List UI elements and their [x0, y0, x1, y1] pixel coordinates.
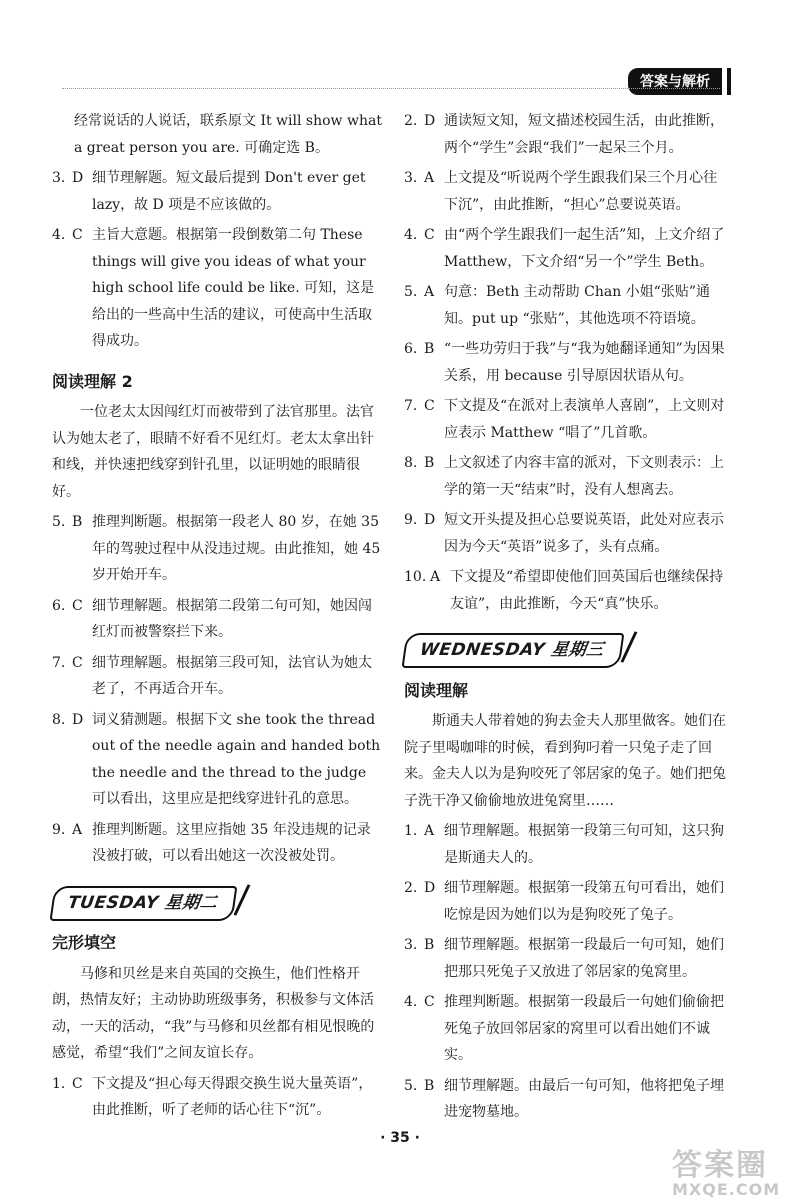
question-number: 5.	[52, 514, 66, 530]
explanation-text: 细节理解题。根据第一段最后一句可知，她们把那只死兔子又放进了邻居家的兔窝里。	[444, 937, 724, 980]
question-number: 4.	[52, 227, 66, 243]
passage-summary: 一位老太太因闯红灯而被带到了法官那里。法官认为她太老了，眼睛不好看不见红灯。老太太拿出针和线，并快速把线穿到针孔里，以证明她的眼睛很好。	[52, 404, 374, 500]
answer-list	[52, 509, 382, 870]
question-number: 1.	[404, 823, 418, 839]
answer-item	[404, 932, 728, 985]
banner-slash	[234, 884, 251, 915]
answer-list	[52, 1071, 382, 1124]
question-number: 6.	[404, 341, 418, 357]
answer-letter: B	[424, 341, 435, 357]
question-number: 3.	[404, 937, 418, 953]
section-title: 阅读理解	[404, 680, 469, 700]
day-banner-tuesday	[50, 886, 238, 921]
answer-letter: D	[72, 711, 84, 728]
answer-item	[404, 336, 728, 389]
answer-item	[52, 593, 382, 646]
question-number: 10.	[404, 569, 427, 585]
answer-letter: D	[424, 880, 436, 896]
question-number: 9.	[404, 512, 418, 528]
question-number: 4.	[404, 227, 418, 243]
answer-letter: B	[424, 455, 435, 471]
question-number: 5.	[404, 284, 418, 300]
header-rule	[62, 88, 720, 89]
explanation-text: 推理判断题。根据第一段老人 80 岁，在她 35 年的驾驶过程中从没违过规。由此推知，她 45 岁开始开车。	[92, 514, 381, 583]
answer-item	[52, 222, 382, 355]
question-number: 2.	[404, 113, 418, 129]
explanation-text: 由“两个学生跟我们一起生活”知，上文介绍了 Matthew，下文介绍“另一个”学生 Beth。	[444, 227, 725, 270]
answer-letter: B	[424, 937, 435, 953]
question-number: 7.	[52, 654, 66, 671]
watermark-logo	[672, 1140, 792, 1199]
answer-item	[404, 564, 728, 617]
explanation-text: 细节理解题。短文最后提到 Don't ever get lazy，故 D 项是不应该做的。	[92, 170, 366, 213]
watermark-text: 答案圈	[672, 1148, 768, 1183]
explanation-text: 细节理解题。根据第三段可知，法官认为她太老了，不再适合开车。	[92, 654, 372, 697]
answer-item	[52, 165, 382, 218]
answer-item	[404, 393, 728, 446]
banner-slash	[620, 631, 637, 662]
explanation-text: 句意：Beth 主动帮助 Chan 小姐“张贴”通知。put up “张贴”，其他选项不符语境。	[444, 284, 710, 327]
answer-letter: C	[424, 398, 435, 414]
answer-item	[404, 279, 728, 332]
question-number: 7.	[404, 398, 418, 414]
answer-item	[52, 817, 382, 870]
answer-item	[404, 222, 728, 275]
answer-letter: C	[72, 654, 83, 671]
question-number: 6.	[52, 597, 66, 614]
answer-item	[404, 108, 728, 161]
answer-letter: A	[424, 170, 435, 186]
explanation-text: 下文提及“担心每天得跟交换生说大量英语”，由此推断，听了老师的话心往下“沉”。	[92, 1075, 373, 1118]
question-number: 4.	[404, 994, 418, 1010]
answer-item	[404, 165, 728, 218]
answer-letter: A	[72, 821, 83, 838]
answer-list	[404, 108, 728, 617]
answer-item	[52, 509, 382, 589]
answer-letter: A	[424, 823, 435, 839]
answer-letter: C	[72, 1075, 83, 1092]
question-number: 2.	[404, 880, 418, 896]
answer-letter: D	[424, 113, 436, 129]
left-column	[52, 108, 382, 1128]
explanation-text: 短文开头提及担心总要说英语，此处对应表示因为今天“英语”说多了，头有点痛。	[444, 512, 724, 555]
question-number: 8.	[404, 455, 418, 471]
answer-list	[52, 165, 382, 355]
question-number: 8.	[52, 711, 66, 728]
question-number: 9.	[52, 821, 66, 838]
watermark-url: MXQE.COM	[672, 1180, 781, 1199]
answer-letter: B	[424, 1077, 435, 1094]
day-banner-wednesday	[402, 633, 624, 668]
question-number: 3.	[404, 170, 418, 186]
answer-letter: D	[424, 512, 436, 528]
answer-item	[52, 707, 382, 813]
explanation-text: 主旨大意题。根据第一段倒数第二句 These things will give you ideas of what your high school life could be like. 可知，这是给出的一些高中生活的建议，可使高中生活取得成功。	[92, 227, 375, 349]
explanation-text: 词义猜测题。根据下文 she took the thread out of the needle again and handed both the needle and the thread to the judge 可以看出，这里应是把线穿进针孔的意思。	[92, 711, 381, 807]
answer-item	[52, 1071, 382, 1124]
right-column	[404, 108, 728, 1130]
explanation-text: 下文提及“希望即使他们回英国后也继续保持友谊”，由此推断，今天“真”快乐。	[450, 569, 724, 612]
answer-item	[404, 1073, 728, 1126]
answer-letter: A	[424, 284, 435, 300]
answer-item	[52, 650, 382, 703]
answer-letter: B	[72, 514, 83, 530]
continued-text: 经常说话的人说话，联系原文 It will show what a great person you are. 可确定选 B。	[74, 113, 382, 156]
answer-letter: C	[424, 994, 435, 1010]
answer-item	[404, 507, 728, 560]
answer-letter: C	[72, 597, 83, 614]
explanation-text: 上文提及“听说两个学生跟我们呆三个月心往下沉”，由此推断，“担心”总要说英语。	[444, 170, 718, 213]
answer-list	[404, 818, 728, 1126]
answer-letter: D	[72, 170, 84, 186]
explanation-text: 上文叙述了内容丰富的派对，下文则表示：上学的第一天“结束”时，没有人想离去。	[444, 455, 724, 498]
explanation-text: 细节理解题。由最后一句可知，他将把兔子埋进宠物墓地。	[444, 1077, 724, 1120]
answer-item	[404, 989, 728, 1069]
explanation-text: 推理判断题。根据第一段最后一句她们偷偷把死兔子放回邻居家的窝里可以看出她们不诚实。	[444, 994, 724, 1063]
answer-letter: C	[424, 227, 435, 243]
explanation-text: 细节理解题。根据第一段第五句可看出，她们吃惊是因为她们以为是狗咬死了兔子。	[444, 880, 724, 923]
passage-summary: 马修和贝丝是来自英国的交换生，他们性格开朗，热情友好；主动协助班级事务，积极参与文体活动，一天的活动，“我”与马修和贝丝都有相见恨晚的感觉，希望“我们”之间友谊长存。	[52, 965, 375, 1061]
page-number: · 35 ·	[380, 1130, 420, 1146]
day-banner-label: WEDNESDAY 星期三	[418, 640, 606, 660]
explanation-text: 推理判断题。这里应指她 35 年没违规的记录没被打破，可以看出她这一次没被处罚。	[92, 821, 371, 864]
explanation-text: 下文提及“在派对上表演单人喜剧”，上文则对应表示 Matthew “唱了”几首歌。	[444, 398, 725, 441]
explanation-text: 细节理解题。根据第一段第三句可知，这只狗是斯通夫人的。	[444, 823, 724, 866]
explanation-text: “一些功劳归于我”与“我为她翻译通知”为因果关系，用 because 引导原因状语从句。	[444, 341, 725, 384]
answer-letter: C	[72, 227, 83, 243]
answer-letter: A	[430, 569, 441, 585]
explanation-text: 细节理解题。根据第二段第二句可知，她因闯红灯而被警察拦下来。	[92, 597, 372, 640]
question-number: 1.	[52, 1075, 66, 1092]
section-title: 阅读理解 2	[52, 371, 133, 391]
passage-summary: 斯通夫人带着她的狗去金夫人那里做客。她们在院子里喝咖啡的时候，看到狗叼着一只兔子走了回来。金夫人以为是狗咬死了邻居家的兔子。她们把兔子洗干净又偷偷地放进兔窝里……	[404, 713, 726, 809]
answer-item	[404, 818, 728, 871]
answer-item	[404, 875, 728, 928]
question-number: 5.	[404, 1077, 418, 1094]
day-banner-label: TUESDAY 星期二	[66, 892, 219, 913]
section-tag: 答案与解析	[628, 68, 722, 95]
section-title: 完形填空	[52, 933, 117, 952]
question-number: 3.	[52, 170, 66, 186]
explanation-text: 通读短文知，短文描述校园生活，由此推断，两个“学生”会跟“我们”一起呆三个月。	[444, 113, 724, 156]
answer-item	[404, 450, 728, 503]
